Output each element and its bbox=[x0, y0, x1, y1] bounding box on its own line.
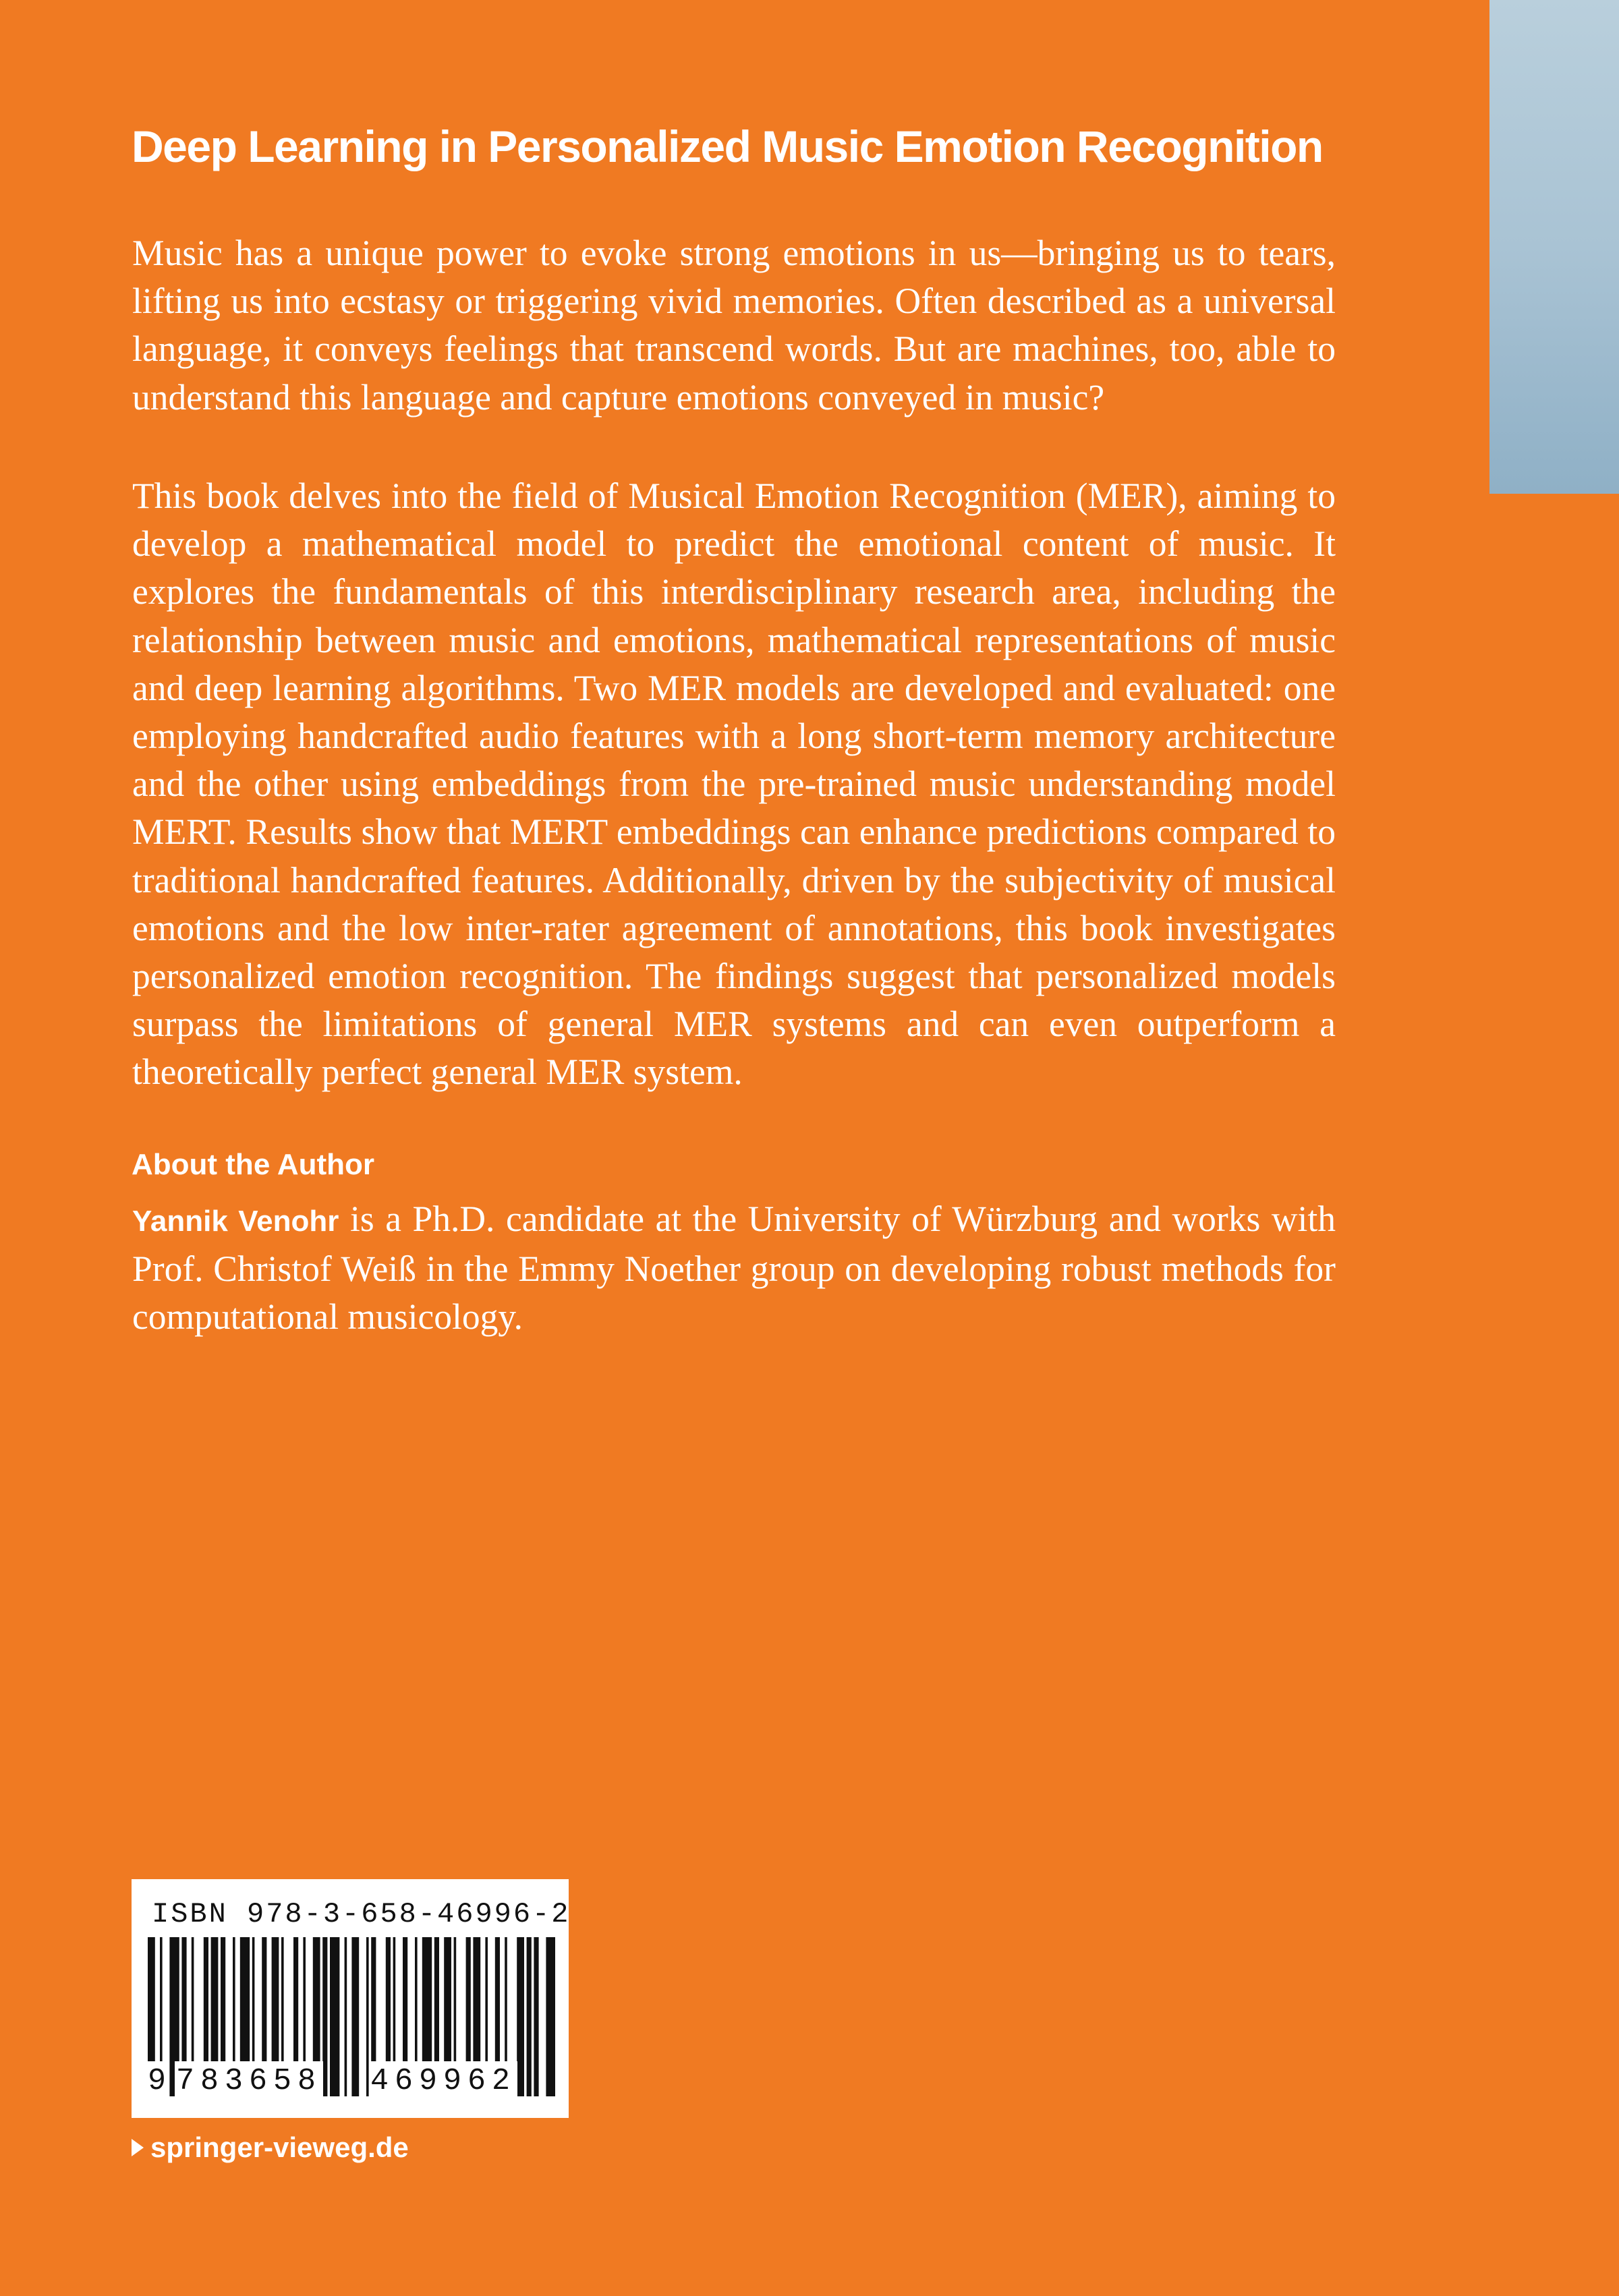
author-name: Yannik Venohr bbox=[132, 1205, 339, 1238]
barcode-digits-right: 469962 bbox=[369, 2061, 517, 2102]
about-author-heading: About the Author bbox=[132, 1148, 375, 1181]
cover-accent-stripe bbox=[1489, 0, 1619, 494]
isbn-barcode bbox=[132, 1879, 569, 2118]
book-title: Deep Learning in Personalized Music Emotion Recognition bbox=[132, 121, 1323, 171]
arrow-right-icon bbox=[132, 2139, 144, 2156]
barcode-digit-first: 9 bbox=[146, 2061, 167, 2102]
blurb-paragraph-2: This book delves into the field of Musical Emotion Recognition (MER), aiming to develop a mathematical model to predict the emotional content of music. It explores the fundamentals of this interdisciplinary research area, including the relationship between music and emotions, mathematical representations of music and deep learning algorithms. Two MER models are developed and evaluated: one employing handcrafted audio features with a long short-term memory architecture and the other using embeddings from the pre-trained music understanding model MERT. Results show that MERT embeddings can enhance predictions compared to traditional handcrafted features. Additionally, driven by the subjectivity of musical emotions and the low inter-rater agreement of annotations, this book investigates personalized emotion recognition. The findings suggest that personalized models surpass the limitations of general MER systems and can even outperform a theoretically perfect general MER system. bbox=[132, 476, 1336, 1093]
publisher-website-label: springer-vieweg.de bbox=[150, 2131, 409, 2163]
publisher-website[interactable] bbox=[132, 2131, 409, 2164]
barcode-digits bbox=[146, 2061, 554, 2102]
barcode-digits-left: 783658 bbox=[175, 2061, 323, 2102]
isbn-label: ISBN 978-3-658-46996-2 bbox=[152, 1898, 571, 1930]
author-bio: is a Ph.D. candidate at the University of Würzburg and works with Prof. Christof Weiß in the Emmy Noether group on developing robust methods for computational musicology. bbox=[132, 1199, 1336, 1338]
about-author-text bbox=[132, 1195, 1336, 1342]
blurb-paragraph-1: Music has a unique power to evoke strong emotions in us—bringing us to tears, lifting us into ecstasy or triggering vivid memories. Often described as a universal language, it conveys feelings that transcend words. But are machines, too, able to understand this language and capture emotions conveyed in music? bbox=[132, 233, 1336, 418]
